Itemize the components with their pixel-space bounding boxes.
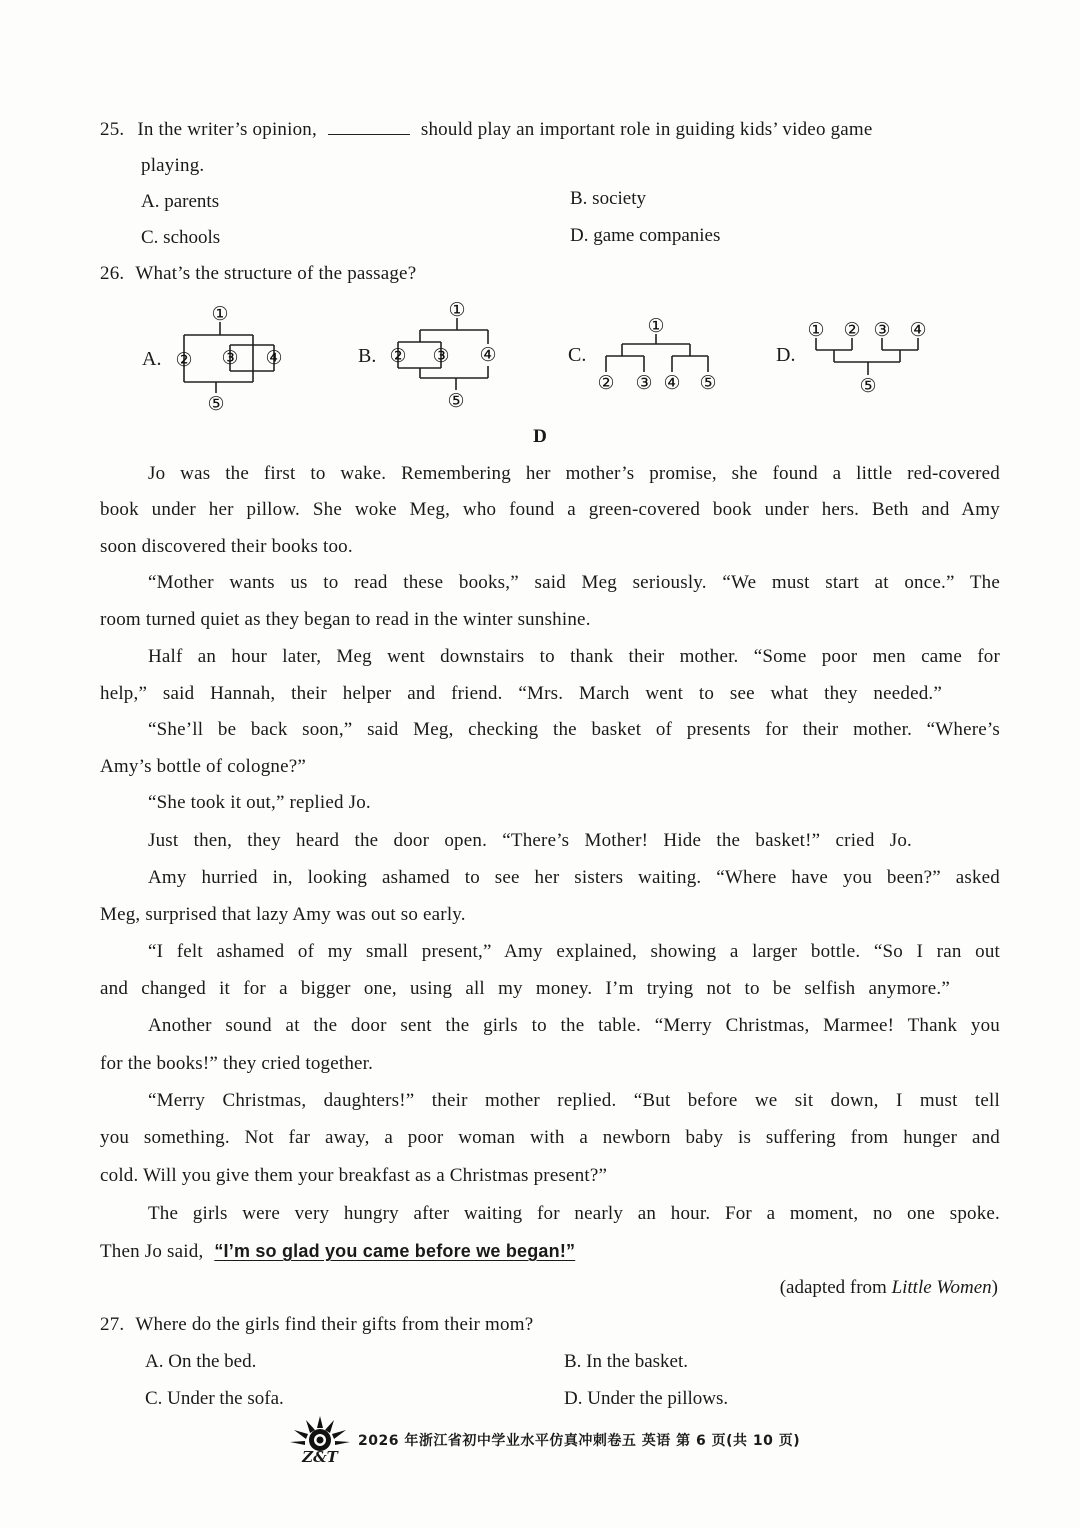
passage-line: “I felt ashamed of my small present,” Amy explained, showing a larger bottle. “So I ran out xyxy=(148,941,1000,962)
diagram-b-node-2: ② xyxy=(389,345,407,367)
diagram-b-node-5: ⑤ xyxy=(447,390,465,412)
diagram-d-node-2: ② xyxy=(843,319,861,341)
q27-option-c: C. Under the sofa. xyxy=(145,1388,284,1409)
passage-line: “She’ll be back soon,” said Meg, checking the basket of presents for their mother. “Where’s xyxy=(148,719,1000,740)
passage-source xyxy=(780,1276,998,1300)
underlined-quote: “I’m so glad you came before we began!” xyxy=(214,1241,576,1261)
structure-diagrams xyxy=(0,0,1080,420)
q25-number: 25. xyxy=(100,119,125,140)
diagram-c-node-3: ③ xyxy=(635,372,653,394)
passage-line: “Mother wants us to read these books,” said Meg seriously. “We must start at once.” The xyxy=(148,572,1000,593)
source-suffix: ) xyxy=(991,1277,998,1298)
diagram-d-node-1: ① xyxy=(807,319,825,341)
passage-line: Just then, they heard the door open. “There’s Mother! Hide the basket!” cried Jo. xyxy=(148,830,912,851)
diagram-d-node-5: ⑤ xyxy=(859,375,877,397)
diagram-a-node-1: ① xyxy=(211,303,229,325)
passage-line: for the books!” they cried together. xyxy=(100,1053,374,1074)
passage-line: and changed it for a bigger one, using all my money. I’m trying not to be selfish anymore.” xyxy=(100,978,950,999)
diagram-b-node-4: ④ xyxy=(479,344,497,366)
q25-stem-line2: playing. xyxy=(141,155,205,176)
logo-text: Z&T xyxy=(302,1448,338,1466)
diagram-a-label: A. xyxy=(142,348,162,370)
q25-stem-part2: should play an important role in guiding kids’ video game xyxy=(420,119,873,140)
passage-line: “Merry Christmas, daughters!” their mother replied. “But before we sit down, I must tell xyxy=(148,1090,1000,1111)
q26-number: 26. xyxy=(100,263,125,284)
diagram-a-node-5: ⑤ xyxy=(207,393,225,415)
passage-line: Meg, surprised that lazy Amy was out so early. xyxy=(100,904,466,925)
q27-option-b: B. In the basket. xyxy=(564,1351,689,1372)
q27-number: 27. xyxy=(100,1314,125,1335)
q27-option-d: D. Under the pillows. xyxy=(564,1388,729,1409)
q27-stem-text: Where do the girls find their gifts from their mom? xyxy=(135,1314,534,1335)
diagram-c-node-1: ① xyxy=(647,315,665,337)
q25-stem-part1: In the writer’s opinion, xyxy=(137,119,317,140)
passage-line: Amy hurried in, looking ashamed to see her sisters waiting. “Where have you been?” asked xyxy=(148,867,1000,888)
section-d-title: D xyxy=(533,426,547,447)
diagram-c-label: C. xyxy=(568,344,587,366)
source-title: Little Women xyxy=(891,1277,992,1298)
q26-stem-text: What’s the structure of the passage? xyxy=(135,263,417,284)
passage-line: help,” said Hannah, their helper and friend. “Mrs. March went to see what they needed.” xyxy=(100,683,942,704)
q25-option-a: A. parents xyxy=(141,191,220,212)
passage-line: “She took it out,” replied Jo. xyxy=(148,792,371,813)
passage-line: you something. Not far away, a poor woman with a newborn baby is suffering from hunger and xyxy=(100,1127,1000,1148)
diagram-a-node-3: ③ xyxy=(221,347,239,369)
diagram-b-node-3: ③ xyxy=(432,345,450,367)
diagram-c-node-5: ⑤ xyxy=(699,372,717,394)
source-prefix: (adapted from xyxy=(779,1277,887,1298)
passage-line: soon discovered their books too. xyxy=(100,536,353,557)
page-footer: 2026 年浙江省初中学业水平仿真冲刺卷五 英语 第 6 页(共 10 页) xyxy=(358,1433,801,1449)
passage-line: Jo was the first to wake. Remembering her mother’s promise, she found a little red-covered xyxy=(148,463,1000,484)
passage-line: Amy’s bottle of cologne?” xyxy=(100,756,307,777)
q25-option-d: D. game companies xyxy=(570,225,721,246)
publisher-logo xyxy=(288,1412,352,1468)
passage-line: Half an hour later, Meg went downstairs to thank their mother. “Some poor men came for xyxy=(148,646,1000,667)
passage-line: book under her pillow. She woke Meg, who found a green-covered book under hers. Beth and Amy xyxy=(100,499,1000,520)
passage-line: Another sound at the door sent the girls to the table. “Merry Christmas, Marmee! Thank you xyxy=(148,1015,1000,1036)
diagram-c-node-2: ② xyxy=(597,372,615,394)
passage-line: room turned quiet as they began to read in the winter sunshine. xyxy=(100,609,591,630)
diagram-d-label: D. xyxy=(776,344,796,366)
diagram-d-node-3: ③ xyxy=(873,319,891,341)
sunburst-icon xyxy=(288,1412,352,1452)
q25-option-c: C. schools xyxy=(141,227,221,248)
diagram-a-node-2: ② xyxy=(175,349,193,371)
q27-option-a: A. On the bed. xyxy=(145,1351,257,1372)
q27-stem xyxy=(100,1313,533,1337)
q25-option-b: B. society xyxy=(570,188,646,209)
diagram-d-node-4: ④ xyxy=(909,319,927,341)
diagram-a-node-4: ④ xyxy=(265,347,283,369)
passage-line: cold. Will you give them your breakfast as a Christmas present?” xyxy=(100,1165,608,1186)
diagram-c-node-4: ④ xyxy=(663,372,681,394)
diagram-b-node-1: ① xyxy=(448,299,466,321)
passage-line: The girls were very hungry after waiting for nearly an hour. For a moment, no one spoke. xyxy=(148,1203,1000,1224)
passage-line: Then Jo said, xyxy=(100,1241,204,1262)
passage-last-line xyxy=(100,1239,575,1264)
diagram-b-label: B. xyxy=(358,345,377,367)
